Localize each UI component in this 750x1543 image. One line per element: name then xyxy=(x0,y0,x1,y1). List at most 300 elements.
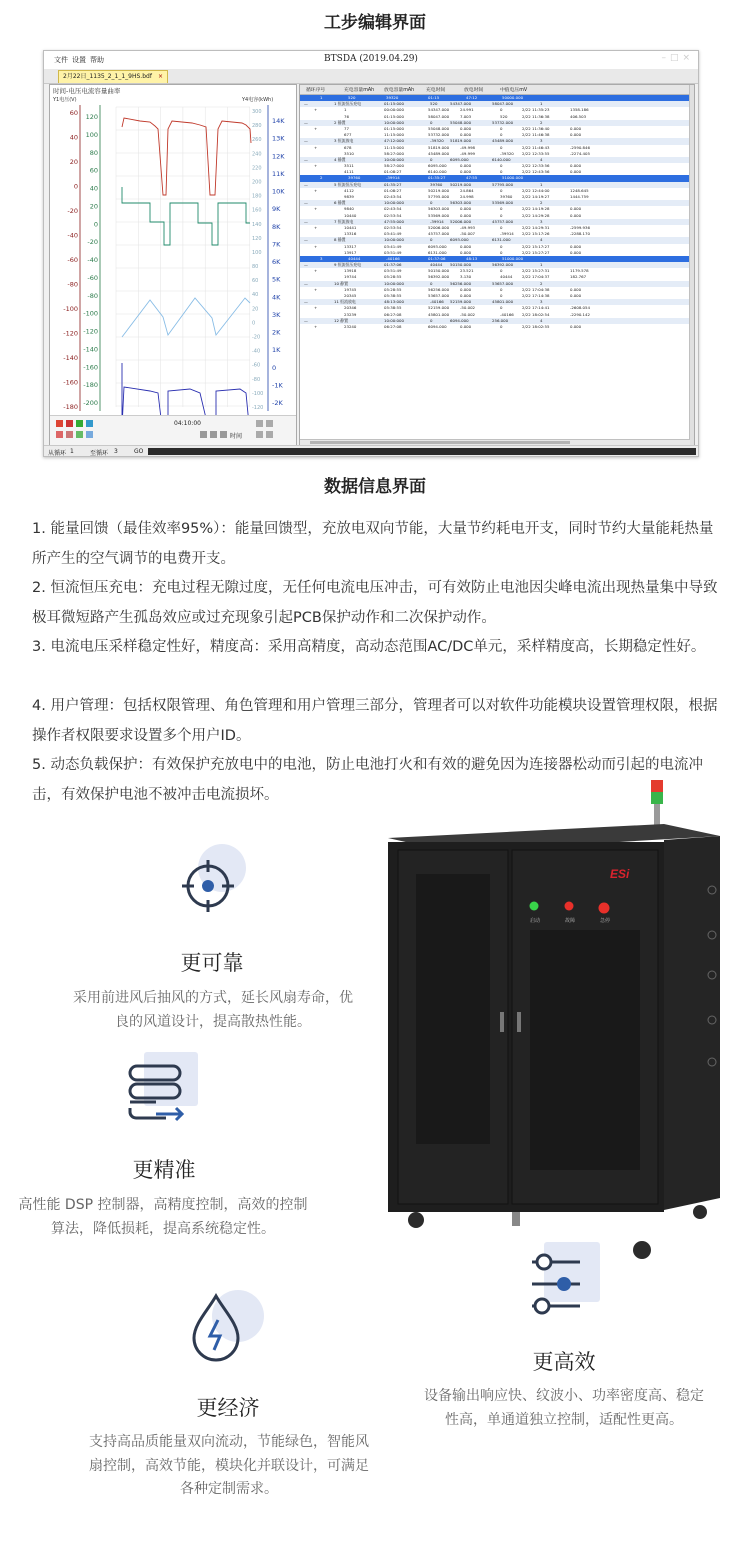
table-cell: 1 xyxy=(540,101,543,107)
table-cell: 40444 xyxy=(430,262,443,268)
axis-tick-label: 120 xyxy=(85,113,98,121)
table-cell: 10:00:000 xyxy=(384,317,404,323)
table-cell: 256.000 xyxy=(492,317,509,323)
table-cell: 11:15:000 xyxy=(384,144,404,150)
table-cell: 0.000 xyxy=(570,286,582,292)
table-cell: 2/22 15:17:27 xyxy=(522,243,550,249)
axis-tick-label: 4K xyxy=(272,293,281,302)
table-cell: 0 xyxy=(430,237,433,243)
table-cell: 03:41:49 xyxy=(384,243,402,249)
table-cell: 0.000 xyxy=(460,125,472,131)
table-cell: 24.991 xyxy=(460,107,474,113)
col-header[interactable]: 循环序号 xyxy=(306,88,326,93)
axis-tick-label: 20 xyxy=(89,202,98,211)
table-cell: 45801.000 xyxy=(492,299,514,305)
to-cycle-label: 至循环 xyxy=(90,450,109,457)
table-cell: 23239 xyxy=(344,311,357,317)
down-blue-icon[interactable] xyxy=(86,431,93,438)
table-cell: 10:00:000 xyxy=(384,200,404,206)
table-cell: 51819.000 xyxy=(428,144,450,150)
add-blue-icon[interactable] xyxy=(86,420,93,427)
table-cell: 56256.000 xyxy=(450,280,472,286)
table-cell: 53657.000 xyxy=(428,293,450,298)
axis-tick-label: 240 xyxy=(252,151,262,158)
table-cell: — xyxy=(304,299,308,305)
axis-tick-label: 1K xyxy=(272,346,281,355)
axis-tick-label: -140 xyxy=(83,345,98,354)
table-cell: 6131.000 xyxy=(428,249,447,255)
table-cell: 6094.000 xyxy=(428,323,447,329)
axis-tick-label: 5K xyxy=(272,275,281,284)
table-cell: 2/22 15:17:26 xyxy=(522,231,550,237)
table-cell: 1444.759 xyxy=(570,194,589,199)
feature-efficient-desc: 设备输出响应快、纹波小、功率密度高、稳定性高，单通道独立控制，适配性更高。 xyxy=(424,1388,704,1428)
file-tab-label: 2月22日_1135_2_1_1_9HS.bdf xyxy=(63,73,152,80)
table-cell: 7 恒流放电 xyxy=(334,218,354,224)
table-cell: 77 xyxy=(344,125,349,131)
table-cell: 6140.000 xyxy=(428,169,447,175)
r-axis-inner xyxy=(252,109,263,411)
remove-red-icon[interactable] xyxy=(66,431,73,438)
table-cell: 2/22 11:36:40 xyxy=(522,125,550,131)
table-cell: 677 xyxy=(344,132,352,138)
axis-tick-label: 40 xyxy=(89,184,98,193)
table-cell: 678 xyxy=(344,144,352,150)
axis-tick-label: -20 xyxy=(252,334,261,341)
table-cell: 1179.578 xyxy=(570,268,589,274)
axis-tick-label: 60 xyxy=(69,109,78,117)
table-cell: 13316 xyxy=(344,231,357,237)
axis-tick-label: -80 xyxy=(252,376,261,383)
table-cell: 50150.000 xyxy=(450,262,472,268)
table-cell: -50.007 xyxy=(460,231,476,237)
cabinet-side xyxy=(664,836,720,1210)
feature-paragraph-3: 3. 电流电压采样稳定性好，精度高：采用高精度，高动态范围AC/DC单元，采样精度高，长期稳定性好。 xyxy=(32,639,706,655)
table-cell: 01:08:27 xyxy=(384,187,402,193)
axis-tick-label: -100 xyxy=(252,390,264,397)
axis-tick-label: 0 xyxy=(252,320,256,327)
axis-tick-label: -80 xyxy=(87,291,98,300)
axis-tick-label: 300 xyxy=(252,109,262,115)
table-cell: 06:27:08 xyxy=(384,323,402,329)
table-cell: 10:00:000 xyxy=(384,237,404,243)
scroll-left-icon[interactable] xyxy=(200,431,207,438)
axis-tick-label: -100 xyxy=(63,305,78,313)
table-cell: 520 xyxy=(500,113,508,119)
table-cell: 01:35:27 xyxy=(428,175,446,181)
table-cell: 0.000 xyxy=(570,243,582,249)
right-door-grille xyxy=(530,930,640,1170)
table-cell: 1248.645 xyxy=(570,187,589,193)
table-cell: 9 恒流恒压充电 xyxy=(334,262,362,268)
table-cell: — xyxy=(304,280,308,286)
from-cycle-label: 从循环 xyxy=(48,450,67,457)
table-cell: 20346 xyxy=(344,305,357,311)
table-cell: 10441 xyxy=(344,224,357,230)
table-cell: + xyxy=(314,323,318,329)
table-cell: 0.000 xyxy=(570,125,582,131)
table-cell: 56303.000 xyxy=(450,200,472,206)
axis-tick-label: 6K xyxy=(272,258,281,266)
data-table-rows xyxy=(300,95,690,330)
table-cell: 0.000 xyxy=(460,243,472,249)
table-cell: 02:53:54 xyxy=(384,212,402,218)
table-cell: 54347.000 xyxy=(450,101,472,107)
table-cell: 0.000 xyxy=(570,206,582,212)
table-cell: 182.767 xyxy=(570,274,587,280)
table-cell: 7.003 xyxy=(460,113,472,119)
table-cell: 6095.000 xyxy=(450,156,469,162)
table-cell: 0 xyxy=(430,280,433,286)
table-cell: 52159.000 xyxy=(428,305,450,311)
table-cell: 03:51:49 xyxy=(384,268,402,274)
y-axis-inner xyxy=(83,113,98,407)
table-cell: 58047.000 xyxy=(428,113,450,119)
table-cell: 23.521 xyxy=(460,268,474,274)
brand-logo: ESi xyxy=(610,867,630,881)
menu-settings[interactable]: 设置 xyxy=(72,56,86,64)
r-down-icon[interactable] xyxy=(256,431,263,438)
table-cell: 01:15:000 xyxy=(384,113,404,119)
col-header[interactable]: 充电时间 xyxy=(426,88,446,93)
table-cell: 55048.000 xyxy=(428,125,450,131)
table-cell: 50000.000 xyxy=(502,95,524,100)
table-cell: 9839 xyxy=(344,194,354,199)
tower-pole xyxy=(654,804,660,826)
status-bar xyxy=(44,445,698,457)
col-header[interactable]: 中值电压mV xyxy=(500,88,528,93)
table-cell: 2 xyxy=(320,175,323,181)
table-cell: — xyxy=(304,200,308,206)
table-cell: 3.130 xyxy=(460,274,472,280)
table-cell: 76 xyxy=(344,113,349,119)
table-cell: 01:15:000 xyxy=(384,125,404,131)
feature-precise-title: 更精准 xyxy=(132,1158,196,1182)
axis-tick-label: -40 xyxy=(87,256,98,264)
time-readout: 04:10:00 xyxy=(174,420,201,427)
axis-tick-label: -180 xyxy=(63,403,78,411)
axis-tick-label: -20 xyxy=(67,207,78,215)
axis-tick-label: 260 xyxy=(252,137,262,144)
table-cell: — xyxy=(304,156,308,162)
file-tab-strip xyxy=(44,69,698,84)
vertical-scrollbar[interactable] xyxy=(689,85,694,445)
table-cell: + xyxy=(314,243,318,249)
fault-button xyxy=(565,902,574,911)
table-cell: 58047.000 xyxy=(492,101,514,107)
voltage-curve xyxy=(122,118,251,195)
from-cycle-value[interactable]: 1 xyxy=(70,448,74,455)
table-cell: — xyxy=(304,317,308,323)
table-cell: 6093.000 xyxy=(428,243,447,249)
axis-tick-label: 13K xyxy=(272,134,285,143)
table-cell: 51819.000 xyxy=(450,138,472,144)
table-cell: + xyxy=(314,286,318,292)
table-cell: 2/22 12:43:56 xyxy=(522,169,550,175)
menu-file[interactable]: 文件 xyxy=(54,56,68,64)
table-cell: -39914 xyxy=(430,218,444,224)
plot-grid xyxy=(116,107,250,407)
axis-tick-label: 9K xyxy=(272,205,281,214)
table-cell: 0 xyxy=(500,293,503,298)
table-cell: 9840 xyxy=(344,206,354,212)
y-axis-outer xyxy=(63,109,78,411)
table-cell: 0 xyxy=(430,119,433,125)
estop-button xyxy=(599,903,610,914)
table-cell: 6140.000 xyxy=(492,156,511,162)
to-cycle-value[interactable]: 3 xyxy=(114,448,118,455)
table-cell: 520 xyxy=(430,101,438,107)
add-red-icon[interactable] xyxy=(56,420,63,427)
table-cell: 2/22 12:33:56 xyxy=(522,163,550,169)
table-cell: 24.864 xyxy=(460,187,474,193)
table-cell: 10:00:000 xyxy=(384,280,404,286)
col-header[interactable]: 充电容量mAh xyxy=(344,88,375,93)
table-cell: 0.000 xyxy=(460,169,472,175)
table-cell: 0 xyxy=(500,144,503,150)
axis-tick-label: 220 xyxy=(252,165,262,172)
table-cell: — xyxy=(304,101,308,107)
table-cell: 2 静置 xyxy=(334,119,346,125)
table-cell: 05:38:55 xyxy=(384,293,402,298)
table-row[interactable] xyxy=(300,324,690,330)
axis-tick-label: 20 xyxy=(69,158,78,166)
table-cell: 6 静置 xyxy=(334,200,346,206)
left-handle xyxy=(500,1012,504,1032)
table-cell: -49.998 xyxy=(460,144,476,150)
table-cell: 53732.000 xyxy=(492,119,514,125)
axis-tick-label: -80 xyxy=(67,280,78,289)
table-cell: 2/22 11:35:23 xyxy=(522,107,550,113)
table-cell: 39760 xyxy=(500,194,513,199)
table-cell: 2/22 11:36:38 xyxy=(522,113,550,119)
axis-tick-label: -140 xyxy=(63,354,78,362)
table-cell: 2/22 18:02:55 xyxy=(522,323,550,329)
table-cell: -39914 xyxy=(386,175,400,181)
feature-economic-desc: 支持高品质能量双向流动，节能绿色，智能风扇控制，高效节能，模块化并联设计，可满足各种定制需求。 xyxy=(89,1434,369,1497)
axis-tick-label: -160 xyxy=(63,378,78,387)
r-add-icon[interactable] xyxy=(266,420,273,427)
go-button[interactable]: GO xyxy=(134,448,144,455)
table-cell: 0.000 xyxy=(570,323,582,329)
table-cell: 3 xyxy=(540,138,543,144)
axis-tick-label: -20 xyxy=(87,238,98,247)
axis-tick-label: 80 xyxy=(252,264,259,271)
table-cell: + xyxy=(314,305,318,311)
table-cell: 2/22 17:04:38 xyxy=(522,286,550,292)
table-cell: 0.000 xyxy=(460,212,472,218)
table-cell: 0.000 xyxy=(570,163,582,169)
table-cell: -49.993 xyxy=(460,224,476,230)
table-cell: 2/22 15:27:31 xyxy=(522,268,550,274)
axis-tick-label: -40 xyxy=(252,348,261,355)
add-green-icon[interactable] xyxy=(76,420,83,427)
table-cell: -49.999 xyxy=(460,150,476,156)
table-cell: 58:27:000 xyxy=(384,150,404,156)
table-cell: 2/22 18:02:54 xyxy=(522,311,550,317)
table-cell: 45801.000 xyxy=(428,311,450,317)
axis-tick-label: -120 xyxy=(83,327,98,336)
left-axis-label: Y1电压(V) xyxy=(53,97,77,103)
energy-curve xyxy=(122,363,250,415)
table-cell: 2/22 12:33:55 xyxy=(522,150,550,156)
curve-chart xyxy=(50,85,296,415)
table-cell: -2290.142 xyxy=(570,311,590,317)
table-cell: 0.000 xyxy=(460,132,472,138)
axis-tick-label: 120 xyxy=(252,235,262,242)
axis-tick-label: 2K xyxy=(272,328,281,337)
table-cell: 0 xyxy=(500,323,503,329)
table-cell: 11 恒流放电 xyxy=(334,299,356,305)
table-cell: 1358.186 xyxy=(570,107,589,113)
table-cell: 48:13:000 xyxy=(384,299,404,305)
current-curve xyxy=(122,187,250,245)
axis-tick-label: 11K xyxy=(272,169,285,178)
table-cell: 56392.000 xyxy=(492,262,514,268)
table-cell: 39320 xyxy=(386,95,399,100)
table-cell: 4 静置 xyxy=(334,156,346,162)
close-tab-icon[interactable]: × xyxy=(157,73,163,80)
r-axis-outer xyxy=(272,117,285,407)
col-header[interactable]: 放电容量mAh xyxy=(384,88,415,93)
table-cell: 05:38:55 xyxy=(384,305,402,311)
window-controls[interactable]: –□× xyxy=(661,53,694,63)
table-cell: 0.000 xyxy=(570,212,582,218)
table-cell: 3 xyxy=(320,255,323,261)
tower-red-light xyxy=(651,780,663,792)
table-cell: 01:15 xyxy=(428,95,440,100)
step-edit-heading: 工步编辑界面 xyxy=(324,13,426,33)
zoom-in-icon[interactable] xyxy=(220,431,227,438)
axis-tick-label: 12K xyxy=(272,152,285,161)
caster-rear-right xyxy=(693,1205,707,1219)
axis-tick-label: 180 xyxy=(252,193,262,200)
curve-panel-title: 时间-电压电流容量曲率 xyxy=(53,87,121,95)
capacity-curve xyxy=(122,298,250,337)
file-tab[interactable] xyxy=(58,70,168,83)
table-cell: 05:28:55 xyxy=(384,286,402,292)
feature-economic-title: 更经济 xyxy=(196,1396,260,1420)
table-cell: 01:35:27 xyxy=(384,181,402,187)
zoom-out-icon[interactable] xyxy=(210,431,217,438)
left-door-grille xyxy=(416,874,490,1144)
caster-front-right xyxy=(633,1241,651,1259)
table-cell: 19745 xyxy=(344,286,357,292)
axis-tick-label: -2K xyxy=(272,399,283,407)
axis-tick-label: -200 xyxy=(83,399,98,407)
table-cell: -39320 xyxy=(500,150,514,156)
r-remove-icon[interactable] xyxy=(266,431,273,438)
table-cell: 0.000 xyxy=(570,132,582,138)
table-cell: 05:28:55 xyxy=(384,274,402,280)
down-green-icon[interactable] xyxy=(76,431,83,438)
table-cell: -2608.054 xyxy=(570,305,590,311)
axis-tick-label: 100 xyxy=(85,130,98,139)
table-cell: 1 xyxy=(540,181,543,187)
app-title: BTSDA (2019.04.29) xyxy=(324,54,418,64)
axis-tick-label: 40 xyxy=(252,292,259,299)
feature-paragraph-2: 2. 恒流恒压充电：充电过程无隙过度，无任何电流电压冲击，可有效防止电池因尖峰电流出现热量集中导致极耳微短路产生孤岛效应或过充现象引起PCB保护动作和二次保护动作。 xyxy=(32,580,718,626)
table-cell: 5 恒流恒压充电 xyxy=(334,181,362,187)
axis-tick-label: -180 xyxy=(83,381,98,390)
table-cell: 53569.000 xyxy=(428,212,450,218)
table-cell: -2288.170 xyxy=(570,231,590,237)
axis-tick-label: 40 xyxy=(69,133,78,142)
table-cell: 3510 xyxy=(344,150,354,156)
table-cell: -2599.936 xyxy=(570,224,590,230)
table-cell: — xyxy=(304,138,308,144)
feature-reliable-desc: 采用前进风后抽风的方式，延长风扇寿命，优良的风道设计，提高散热性能。 xyxy=(73,990,353,1030)
axis-tick-label: 100 xyxy=(252,249,262,256)
table-cell: 4112 xyxy=(344,187,354,193)
table-cell: 0 xyxy=(500,187,503,193)
table-cell: 45489.000 xyxy=(492,138,514,144)
table-cell: 3511 xyxy=(344,163,354,169)
feature-paragraph-4: 4. 用户管理：包括权限管理、角色管理和用户管理三部分，管理者可以对软件功能模块设置管理权限，根据操作者权限要求设置多个用户ID。 xyxy=(32,698,718,744)
col-header[interactable]: 放电时间 xyxy=(464,88,484,93)
table-cell: 6094.000 xyxy=(450,317,469,323)
table-header xyxy=(300,85,694,95)
energy-drop-icon xyxy=(186,1286,266,1362)
table-cell: 53732.000 xyxy=(428,132,450,138)
table-cell: 4 xyxy=(540,317,543,323)
table-cell: 10 静置 xyxy=(334,280,348,286)
table-cell: -2590.846 xyxy=(570,144,590,150)
table-cell: 3 xyxy=(540,299,543,305)
table-cell: + xyxy=(314,268,318,274)
axis-tick-label: -60 xyxy=(67,256,78,264)
table-cell: 24.998 xyxy=(460,194,474,199)
table-cell: 53569.000 xyxy=(492,200,514,206)
up-red-icon[interactable] xyxy=(66,420,73,427)
scroll-thumb[interactable] xyxy=(310,441,570,444)
table-cell: 8 静置 xyxy=(334,237,346,243)
table-cell: 0 xyxy=(500,224,503,230)
table-cell: 2/22 12:44:00 xyxy=(522,187,550,193)
axis-tick-label: -160 xyxy=(83,363,98,372)
axis-tick-label: 200 xyxy=(252,179,262,186)
table-cell: 0 xyxy=(500,107,503,113)
feature-reliable-title: 更可靠 xyxy=(180,951,244,975)
feature-efficient-title: 更高效 xyxy=(532,1350,596,1374)
table-cell: -40166 xyxy=(500,311,514,317)
start-label: 启动 xyxy=(530,918,541,924)
table-cell: 47:12 xyxy=(466,95,478,100)
table-cell: 0.000 xyxy=(460,286,472,292)
r-up-icon[interactable] xyxy=(256,420,263,427)
table-cell: — xyxy=(304,218,308,224)
software-screenshot xyxy=(43,50,699,457)
table-cell: 1 xyxy=(344,107,347,113)
table-cell: 52159.000 xyxy=(450,299,472,305)
table-cell: -50.002 xyxy=(460,305,476,311)
down-red-icon[interactable] xyxy=(56,431,63,438)
tower-green-light xyxy=(651,792,663,804)
table-cell: 4 xyxy=(540,156,543,162)
server-arrow-icon xyxy=(126,1050,202,1126)
table-cell: + xyxy=(314,144,318,150)
table-cell: 47:55:000 xyxy=(384,218,404,224)
table-cell: 52006.000 xyxy=(428,224,450,230)
table-cell: 13317 xyxy=(344,243,357,249)
table-cell: 58:27:000 xyxy=(384,163,404,169)
right-axis-label: Y4电容(kWh) xyxy=(242,97,274,103)
menu-help[interactable]: 帮助 xyxy=(90,56,104,64)
table-cell: 40444 xyxy=(348,255,361,261)
axis-tick-label: 0 xyxy=(93,220,98,229)
axis-tick-label: -60 xyxy=(87,273,98,282)
table-cell: 520 xyxy=(348,95,356,100)
